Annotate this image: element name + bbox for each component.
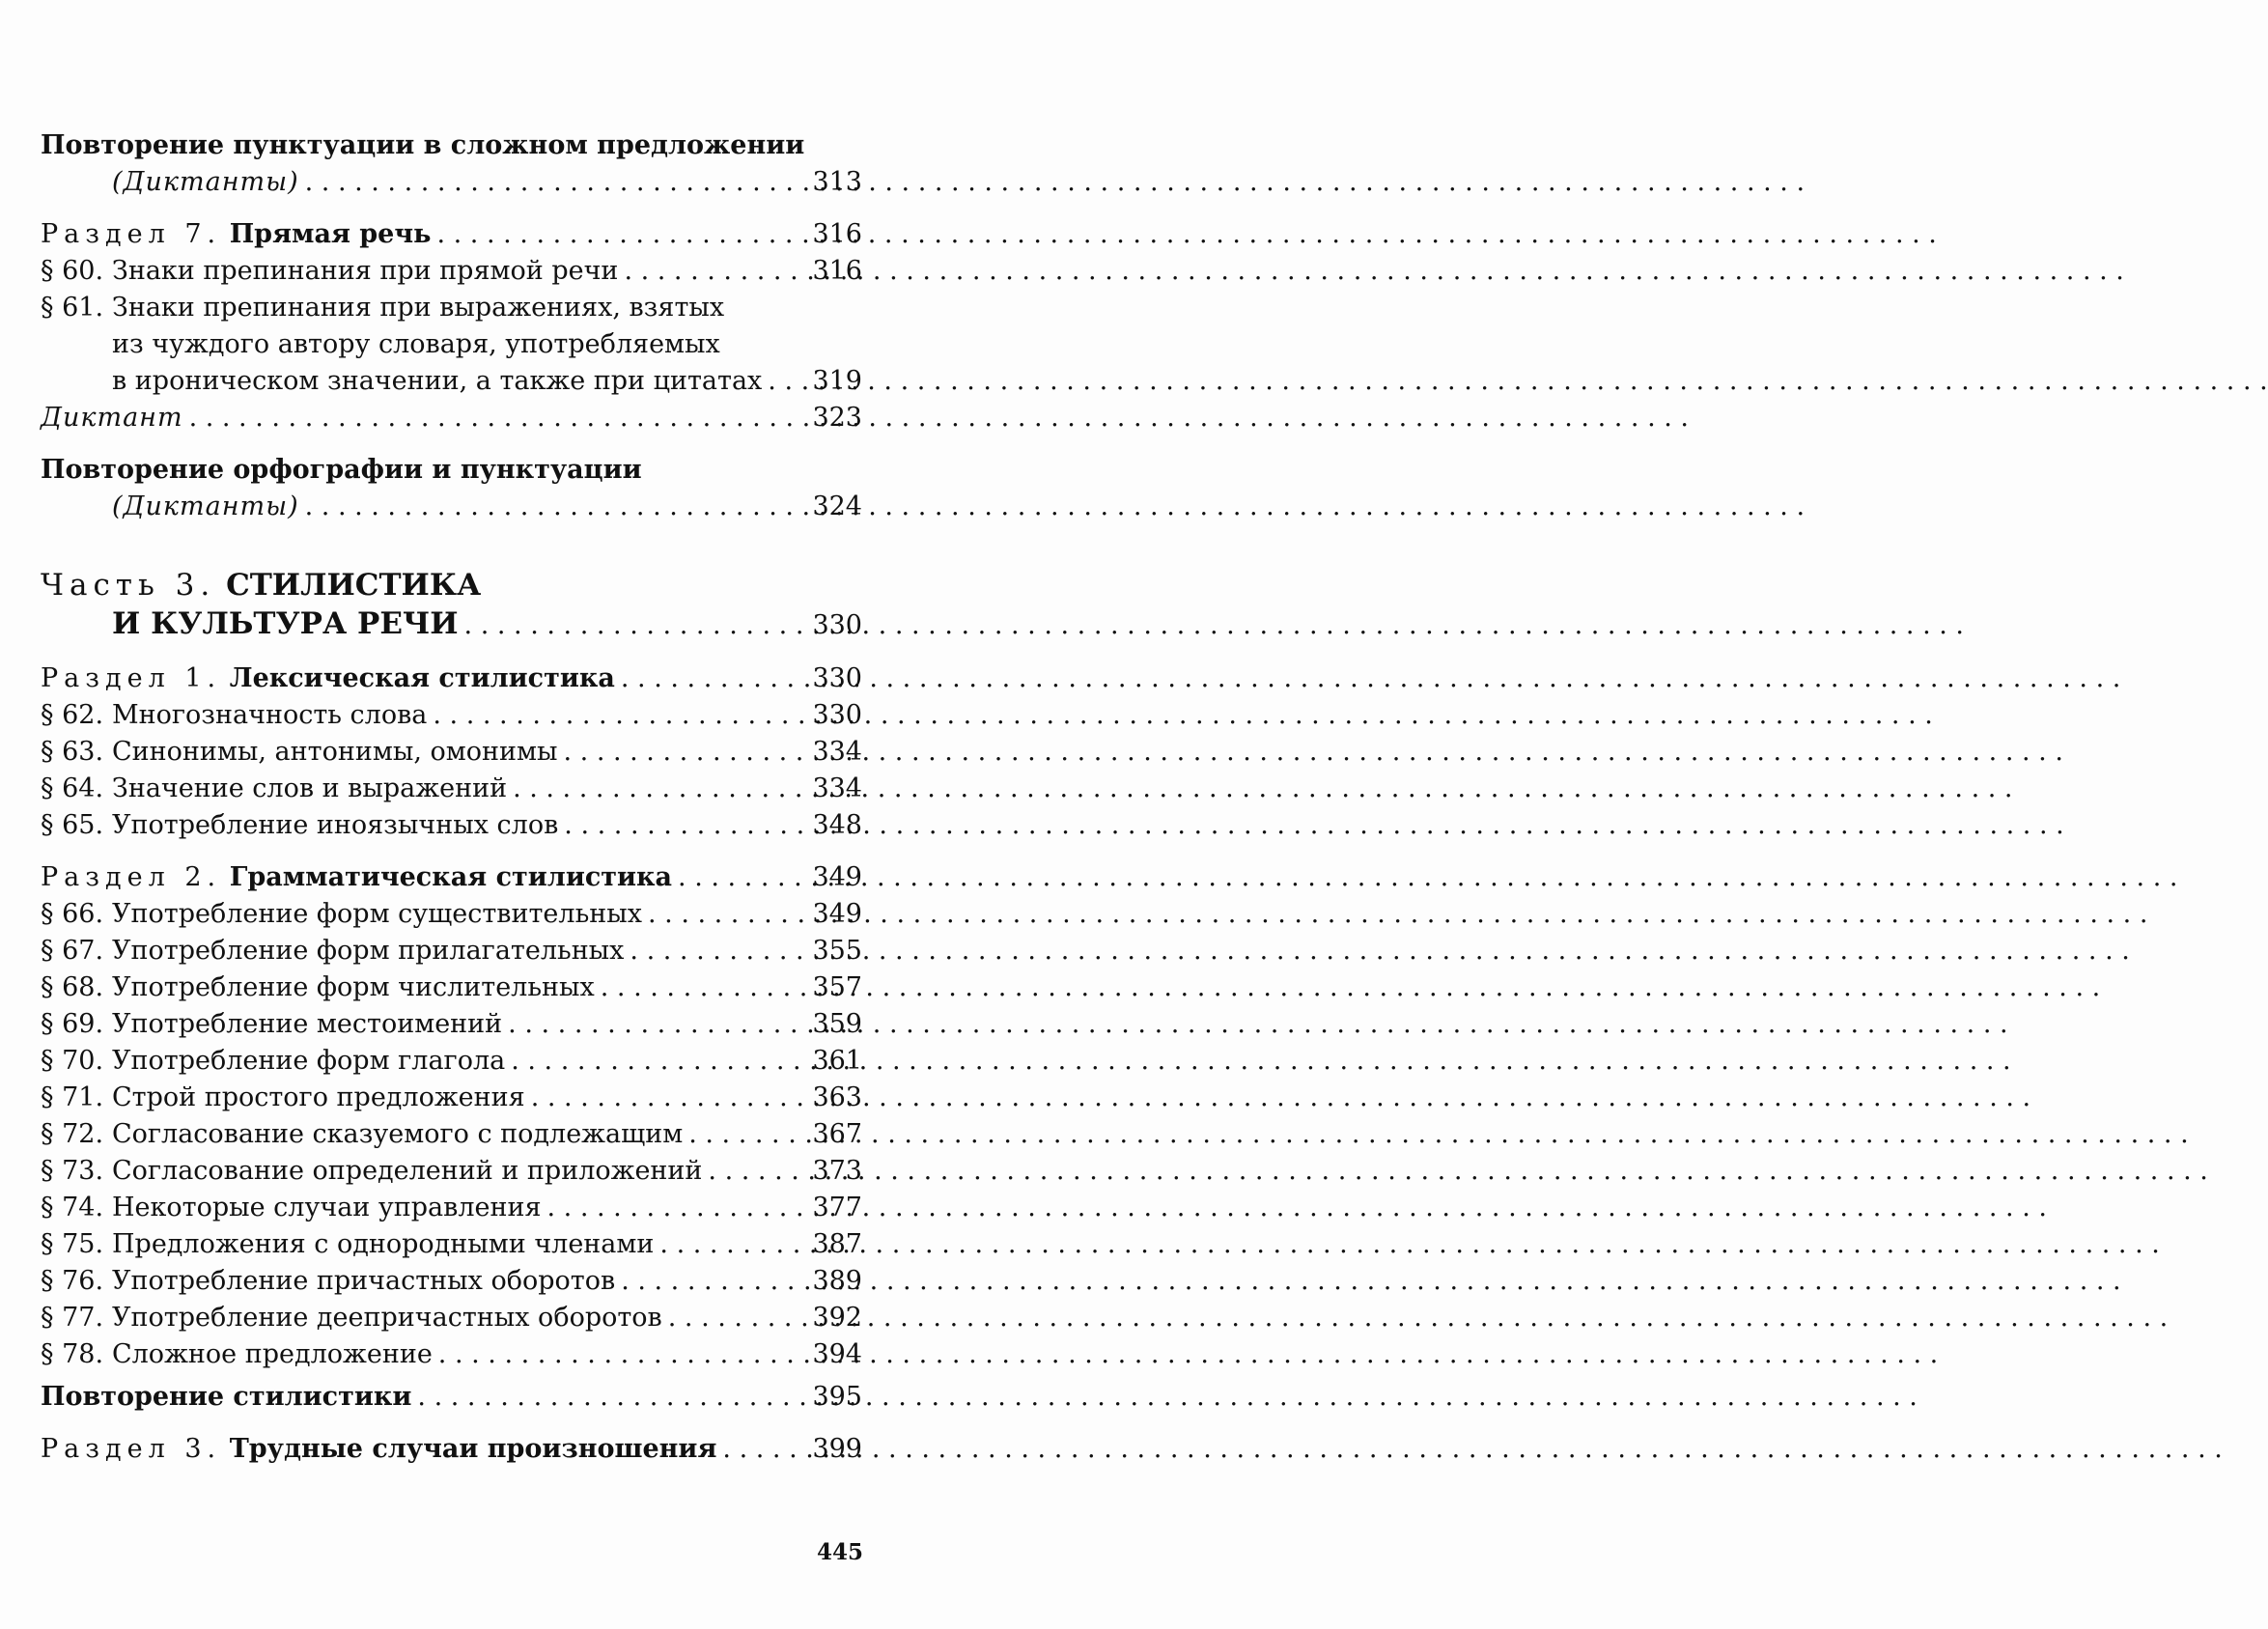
section-label: Раздел 2. (41, 862, 222, 892)
toc-entry[interactable] (41, 1190, 862, 1226)
paragraph-number: § 74. (41, 1193, 104, 1222)
paragraph-number: § 77. (41, 1303, 104, 1333)
toc-entry[interactable] (41, 164, 862, 201)
toc-entry[interactable] (41, 1263, 862, 1300)
toc-page-number: 373 (812, 1156, 862, 1186)
toc-entry-title: Употребление деепричастных оборотов (112, 1303, 662, 1333)
leader-dots (630, 933, 795, 969)
toc-entry[interactable] (41, 489, 862, 525)
section-label: Раздел 1. (41, 663, 222, 693)
toc-page-number: 357 (812, 972, 862, 1002)
toc-page-number: 334 (812, 737, 862, 767)
toc-page-number: 316 (812, 256, 862, 286)
leader-dots (601, 969, 795, 1006)
toc-entry[interactable] (41, 1080, 862, 1116)
leader-dots (511, 1043, 795, 1080)
toc-page-number: 330 (812, 700, 862, 730)
toc-page-number: 330 (812, 610, 862, 640)
toc-page-number: 389 (812, 1266, 862, 1296)
leader-dots (668, 1300, 795, 1336)
part-title-line1: СТИЛИСТИКА (226, 568, 482, 603)
toc-page-number: 349 (812, 899, 862, 929)
leader-dots (659, 1226, 795, 1263)
toc-page-number: 377 (812, 1193, 862, 1222)
toc-page-number: 334 (812, 773, 862, 803)
leader-dots (547, 1190, 796, 1226)
paragraph-number: § 75. (41, 1229, 104, 1259)
paragraph-number: § 62. (41, 700, 104, 730)
leader-dots (417, 1379, 795, 1416)
toc-page-number: 399 (812, 1434, 862, 1464)
toc-entry-title: Употребление форм глагола (112, 1046, 506, 1076)
toc-entry-title: Согласование определений и приложений (112, 1156, 703, 1186)
toc-entry[interactable] (41, 969, 862, 1006)
toc-heading-style-review[interactable] (41, 1379, 862, 1416)
leader-dots (648, 896, 795, 933)
toc-entry[interactable] (41, 1116, 862, 1153)
toc-entry-title: Употребление иноязычных слов (112, 810, 559, 840)
paragraph-number: § 67. (41, 936, 104, 966)
toc-entry-title: Строй простого предложения (112, 1082, 525, 1112)
leader-dots (531, 1080, 795, 1116)
leader-dots (678, 859, 795, 896)
leader-dots (436, 216, 795, 253)
toc-page-number: 323 (812, 403, 862, 433)
toc-entry[interactable] (41, 771, 862, 807)
toc-entry[interactable] (41, 933, 862, 969)
toc-entry-line: Знаки препинания при выражениях, взятых (112, 293, 725, 323)
toc-page-number: 392 (812, 1303, 862, 1333)
toc-entry-title: Многозначность слова (112, 700, 428, 730)
paragraph-number: § 61. (41, 293, 104, 323)
toc-section-razdel-7[interactable] (41, 216, 862, 253)
paragraph-number: § 71. (41, 1082, 104, 1112)
toc-heading-punctuation-review: Повторение пунктуации в сложном предложении (41, 130, 805, 160)
toc-page-number: 395 (812, 1382, 862, 1412)
leader-dots (708, 1153, 795, 1190)
toc-page-number: 363 (812, 1082, 862, 1112)
toc-entry-title: Значение слов и выражений (112, 773, 508, 803)
toc-entry[interactable] (41, 253, 862, 290)
leader-dots (513, 771, 795, 807)
toc-page-number: 313 (812, 167, 862, 197)
leader-dots (624, 253, 795, 290)
toc-entry[interactable] (41, 1336, 862, 1373)
leader-dots (688, 1116, 795, 1153)
toc-entry[interactable] (41, 1043, 862, 1080)
toc-page (0, 0, 966, 1629)
toc-entry-title: Употребление форм существительных (112, 899, 642, 929)
toc-entry-title: Употребление причастных оборотов (112, 1266, 616, 1296)
toc-page-number: 359 (812, 1009, 862, 1039)
toc-entry[interactable] (41, 604, 862, 645)
part-title-line2: И КУЛЬТУРА РЕЧИ (112, 606, 459, 641)
toc-entry-title: (Диктанты) (112, 492, 299, 521)
leader-dots (433, 697, 795, 734)
leader-dots (621, 660, 795, 697)
toc-entry[interactable] (41, 734, 862, 771)
leader-dots (508, 1006, 795, 1043)
toc-entry[interactable] (41, 1226, 862, 1263)
leader-dots (464, 606, 795, 645)
toc-page-number: 394 (812, 1339, 862, 1369)
toc-entry[interactable] (41, 697, 862, 734)
toc-entry-line: из чуждого автору словаря, употребляемых (112, 329, 720, 359)
paragraph-number: § 72. (41, 1119, 104, 1149)
toc-entry-title: Повторение стилистики (41, 1382, 412, 1412)
toc-page-number: 355 (812, 936, 862, 966)
toc-page-number: 349 (812, 862, 862, 892)
toc-page-number: 367 (812, 1119, 862, 1149)
section-title: Лексическая стилистика (229, 663, 615, 693)
toc-entry-title: Сложное предложение (112, 1339, 433, 1369)
paragraph-number: § 65. (41, 810, 104, 840)
toc-entry-title: Согласование сказуемого с подлежащим (112, 1119, 684, 1149)
paragraph-number: § 70. (41, 1046, 104, 1076)
toc-entry[interactable] (41, 363, 862, 400)
toc-entry[interactable] (41, 807, 862, 844)
paragraph-number: § 69. (41, 1009, 104, 1039)
leader-dots (438, 1336, 795, 1373)
toc-entry[interactable] (41, 1006, 862, 1043)
paragraph-number: § 60. (41, 256, 104, 286)
toc-heading-orthography-review: Повторение орфографии и пунктуации (41, 455, 642, 485)
toc-entry-title: Некоторые случаи управления (112, 1193, 542, 1222)
toc-page-number: 316 (812, 219, 862, 249)
toc-page-number: 348 (812, 810, 862, 840)
toc-page-number: 319 (812, 366, 862, 396)
toc-entry-title: Знаки препинания при прямой речи (112, 256, 619, 286)
leader-dots (189, 400, 795, 436)
paragraph-number: § 76. (41, 1266, 104, 1296)
toc-section-razdel-1[interactable] (41, 660, 862, 697)
paragraph-number: § 73. (41, 1156, 104, 1186)
leader-dots (305, 489, 795, 525)
toc-section-razdel-2[interactable] (41, 859, 862, 896)
toc-page-number: 361 (812, 1046, 862, 1076)
toc-entry-title: в ироническом значении, а также при цитатах (112, 366, 763, 396)
toc-entry[interactable] (41, 400, 862, 436)
leader-dots (564, 807, 795, 844)
toc-entry-multiline (41, 290, 862, 326)
section-title: Трудные случаи произношения (229, 1434, 717, 1464)
toc-entry-title: Употребление форм числительных (112, 972, 595, 1002)
section-label: Раздел 7. (41, 219, 222, 249)
leader-dots (768, 363, 795, 400)
section-title: Прямая речь (229, 219, 432, 249)
paragraph-number: § 78. (41, 1339, 104, 1369)
toc-page-number: 324 (812, 492, 862, 521)
toc-page-number: 330 (812, 663, 862, 693)
toc-entry[interactable] (41, 1153, 862, 1190)
leader-dots (305, 164, 795, 201)
toc-entry-title: Употребление форм прилагательных (112, 936, 625, 966)
toc-entry[interactable] (41, 896, 862, 933)
part-label: Часть 3. (41, 568, 216, 603)
toc-entry-title: (Диктанты) (112, 167, 299, 197)
section-label: Раздел 3. (41, 1434, 222, 1464)
toc-entry[interactable] (41, 1300, 862, 1336)
paragraph-number: § 63. (41, 737, 104, 767)
leader-dots (563, 734, 795, 771)
toc-page-number: 387 (812, 1229, 862, 1259)
toc-section-razdel-3[interactable] (41, 1431, 862, 1468)
paragraph-number: § 64. (41, 773, 104, 803)
table-of-contents (41, 127, 862, 1468)
toc-entry-title: Употребление местоимений (112, 1009, 503, 1039)
section-title: Грамматическая стилистика (229, 862, 673, 892)
toc-entry-title: Синонимы, антонимы, омонимы (112, 737, 558, 767)
paragraph-number: § 68. (41, 972, 104, 1002)
page-number: 445 (816, 1539, 863, 1565)
toc-entry-title: Предложения с однородными членами (112, 1229, 655, 1259)
leader-dots (722, 1431, 795, 1468)
leader-dots (621, 1263, 795, 1300)
toc-part-3 (41, 566, 862, 604)
toc-entry-title: Диктант (41, 403, 183, 433)
paragraph-number: § 66. (41, 899, 104, 929)
